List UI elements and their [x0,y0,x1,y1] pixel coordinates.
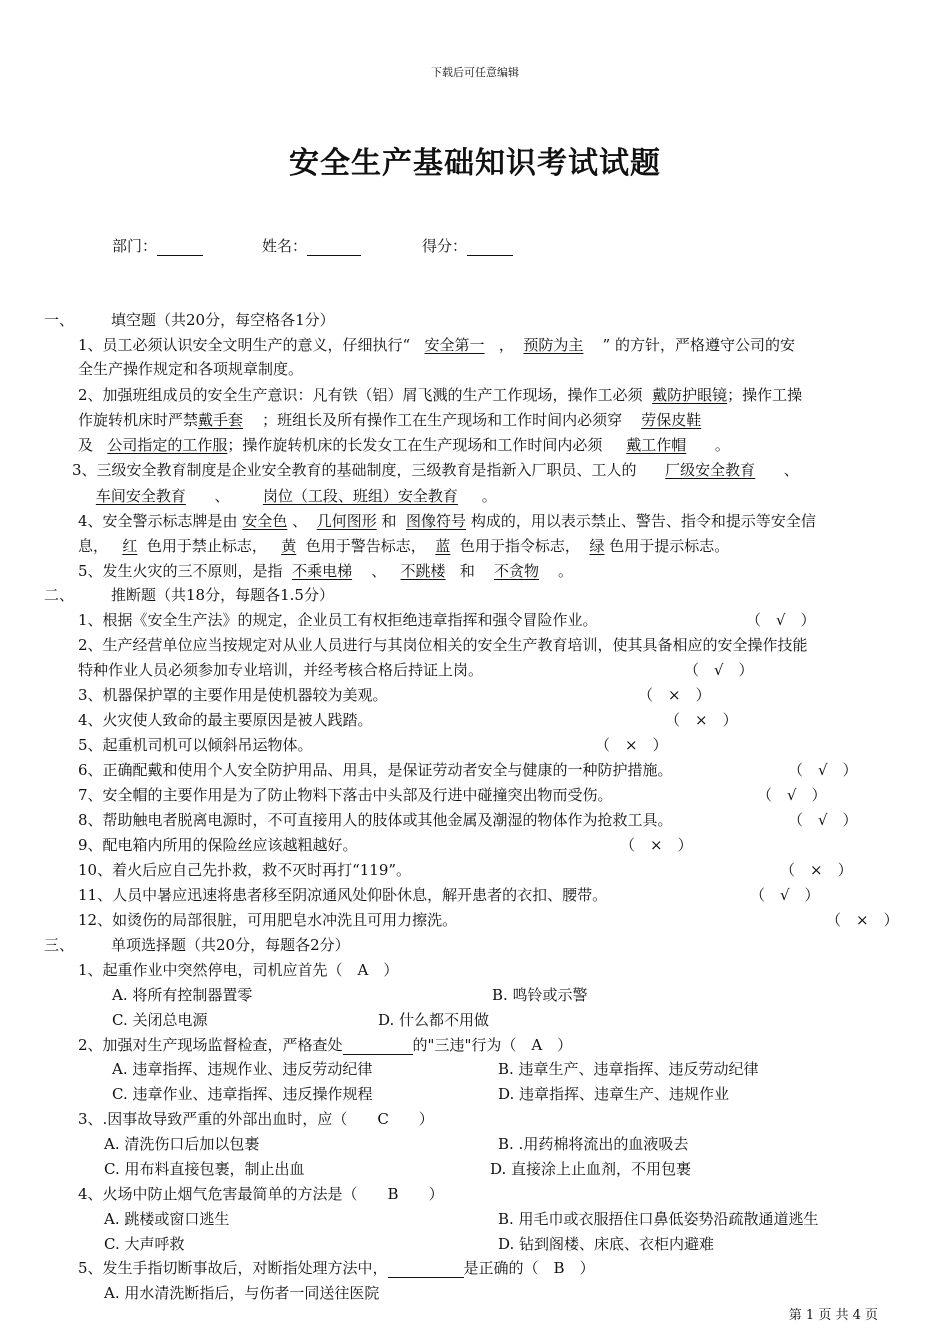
fill-q4-line2: 息， 红 色用于禁止标志， 黄 色用于警告标志， 蓝 色用于指令标志， 绿 色用于提示标志。 [78,537,730,555]
fill-q1-line1: 1、员工必须认识安全文明生产的意义，仔细执行“ 安全第一 ， 预防为主 ” 的方针，严格遵守公司的安 [78,336,795,354]
judge-q4-mark: （ × ） [665,711,738,729]
judge-q2-text2: 特种作业人员必须参加专业培训，并经考核合格后持证上岗。 [78,661,484,679]
fill-q3-line2: 车间安全教育 、 岗位（工段、班组）安全教育 。 [95,487,497,505]
judge-q12-mark: （ × ） [826,911,899,929]
choice-q5: 5、发生手指切断事故后，对断指处理方法中， 是正确的（ B ） [78,1259,595,1277]
choice-q4-option-b: B. 用毛巾或衣服捂住口鼻低姿势沿疏散通道逃生 [498,1210,819,1228]
judge-q8-text: 8、帮助触电者脱离电源时，不可直接用人的肢体或其他金属及潮湿的物体作为抢救工具。 [78,811,673,829]
choice-q1-option-d: D. 什么都不用做 [378,1011,490,1029]
section-1-title: 填空题（共20分，每空格各1分） [111,311,335,329]
choice-q1-option-c: C. 关闭总电源 [112,1011,208,1029]
section-2-number: 二、 [44,586,75,604]
judge-q11-mark: （ √ ） [750,886,820,904]
choice-q4: 4、火场中防止烟气危害最简单的方法是（ B ） [78,1185,444,1203]
fill-q5: 5、发生火灾的三不原则，是指 不乘电梯 、 不跳楼 和 不贪物 。 [78,562,574,580]
page-header: 下载后可任意编辑 [431,66,519,79]
judge-q6-mark: （ √ ） [788,761,858,779]
judge-q5-text: 5、起重机司机可以倾斜吊运物体。 [78,736,313,754]
choice-q3-option-c: C. 用布料直接包裹，制止出血 [104,1160,305,1178]
dept-field: 部门： [112,235,203,256]
judge-q9-mark: （ × ） [620,836,693,854]
fill-q1-line2: 全生产操作规定和各项规章制度。 [78,360,304,378]
choice-q1-option-b: B. 鸣铃或示警 [492,986,588,1004]
choice-q2: 2、加强对生产现场监督检查，严格查处 的"三违"行为（ A ） [78,1036,573,1054]
score-field: 得分： [422,235,513,256]
choice-q4-option-a: A. 跳楼或窗口逃生 [104,1210,230,1228]
judge-q10-mark: （ × ） [780,861,853,879]
fill-q2-line1: 2、加强班组成员的安全生产意识：凡有铁（铝）屑飞溅的生产工作现场，操作工必须 戴防护眼镜；操作工操 [78,386,803,404]
choice-q4-option-c: C. 大声呼救 [104,1235,185,1253]
judge-q3-mark: （ × ） [638,686,711,704]
judge-q5-mark: （ × ） [595,736,668,754]
fill-q2-line3: 及 公司指定的工作服；操作旋转机床的长发女工在生产现场和工作时间内必须 戴工作帽 。 [78,436,730,454]
judge-q7-text: 7、安全帽的主要作用是为了防止物料下落击中头部及行进中碰撞突出物而受伤。 [78,786,613,804]
judge-q9-text: 9、配电箱内所用的保险丝应该越粗越好。 [78,836,358,854]
choice-q1: 1、起重作业中突然停电，司机应首先（ A ） [78,961,399,979]
judge-q2-mark: （ √ ） [684,661,754,679]
judge-q7-mark: （ √ ） [757,786,827,804]
page-title: 安全生产基础知识考试试题 [289,146,661,181]
judge-q11-text: 11、人员中暑应迅速将患者移至阴凉通风处仰卧休息，解开患者的衣扣、腰带。 [78,886,608,904]
section-3-number: 三、 [44,936,75,954]
choice-q1-option-a: A. 将所有控制器置零 [112,986,253,1004]
judge-q4-text: 4、火灾使人致命的最主要原因是被人践踏。 [78,711,373,729]
page-footer: 第 1 页 共 4 页 [788,1308,878,1323]
name-field: 姓名： [262,235,361,256]
choice-q2-option-b: B. 违章生产、违章指挥、违反劳动纪律 [498,1060,759,1078]
choice-q3: 3、.因事故导致严重的外部出血时，应（ C ） [78,1110,434,1128]
judge-q1-text: 1、根据《安全生产法》的规定，企业员工有权拒绝违章指挥和强令冒险作业。 [78,611,598,629]
fill-q3-line1: 3、三级安全教育制度是企业安全教育的基础制度，三级教育是指新入厂职员、工人的 厂级安全教育 、 [72,461,799,479]
choice-q3-option-b: B. .用药棉将流出的血液吸去 [498,1135,689,1153]
judge-q8-mark: （ √ ） [788,811,858,829]
fill-q4-line1: 4、安全警示标志牌是由 安全色 、 几何图形 和 图像符号 构成的，用以表示禁止、警告、指令和提示等安全信 [78,512,816,530]
judge-q3-text: 3、机器保护罩的主要作用是使机器较为美观。 [78,686,388,704]
choice-q3-option-d: D. 直接涂上止血剂，不用包裹 [490,1160,692,1178]
choice-q3-option-a: A. 清洗伤口后加以包裹 [104,1135,260,1153]
choice-q2-option-d: D. 违章指挥、违章生产、违规作业 [498,1085,730,1103]
judge-q10-text: 10、着火后应自己先扑救，救不灭时再打“119”。 [78,861,412,879]
choice-q5-option-a: A. 用水清洗断指后，与伤者一同送往医院 [104,1284,380,1302]
section-3-title: 单项选择题（共20分，每题各2分） [111,936,350,954]
section-2-title: 推断题（共18分，每题各1.5分） [111,586,334,604]
choice-q2-option-c: C. 违章作业、违章指挥、违反操作规程 [112,1085,373,1103]
judge-q12-text: 12、如烫伤的局部很脏，可用肥皂水冲洗且可用力擦洗。 [78,911,458,929]
judge-q1-mark: （ √ ） [746,611,816,629]
choice-q4-option-d: D. 钻到阁楼、床底、衣柜内避难 [498,1235,715,1253]
fill-q2-line2: 作旋转机床时严禁戴手套 ；班组长及所有操作工在生产现场和工作时间内必须穿 劳保皮鞋 [78,411,702,429]
judge-q2-text1: 2、生产经营单位应当按规定对从业人员进行与其岗位相关的安全生产教育培训，使其具备相应的安全操作技能 [78,636,808,654]
section-1-number: 一、 [44,311,75,329]
choice-q2-option-a: A. 违章指挥、违规作业、违反劳动纪律 [112,1060,373,1078]
judge-q6-text: 6、正确配戴和使用个人安全防护用品、用具，是保证劳动者安全与健康的一种防护措施。 [78,761,673,779]
